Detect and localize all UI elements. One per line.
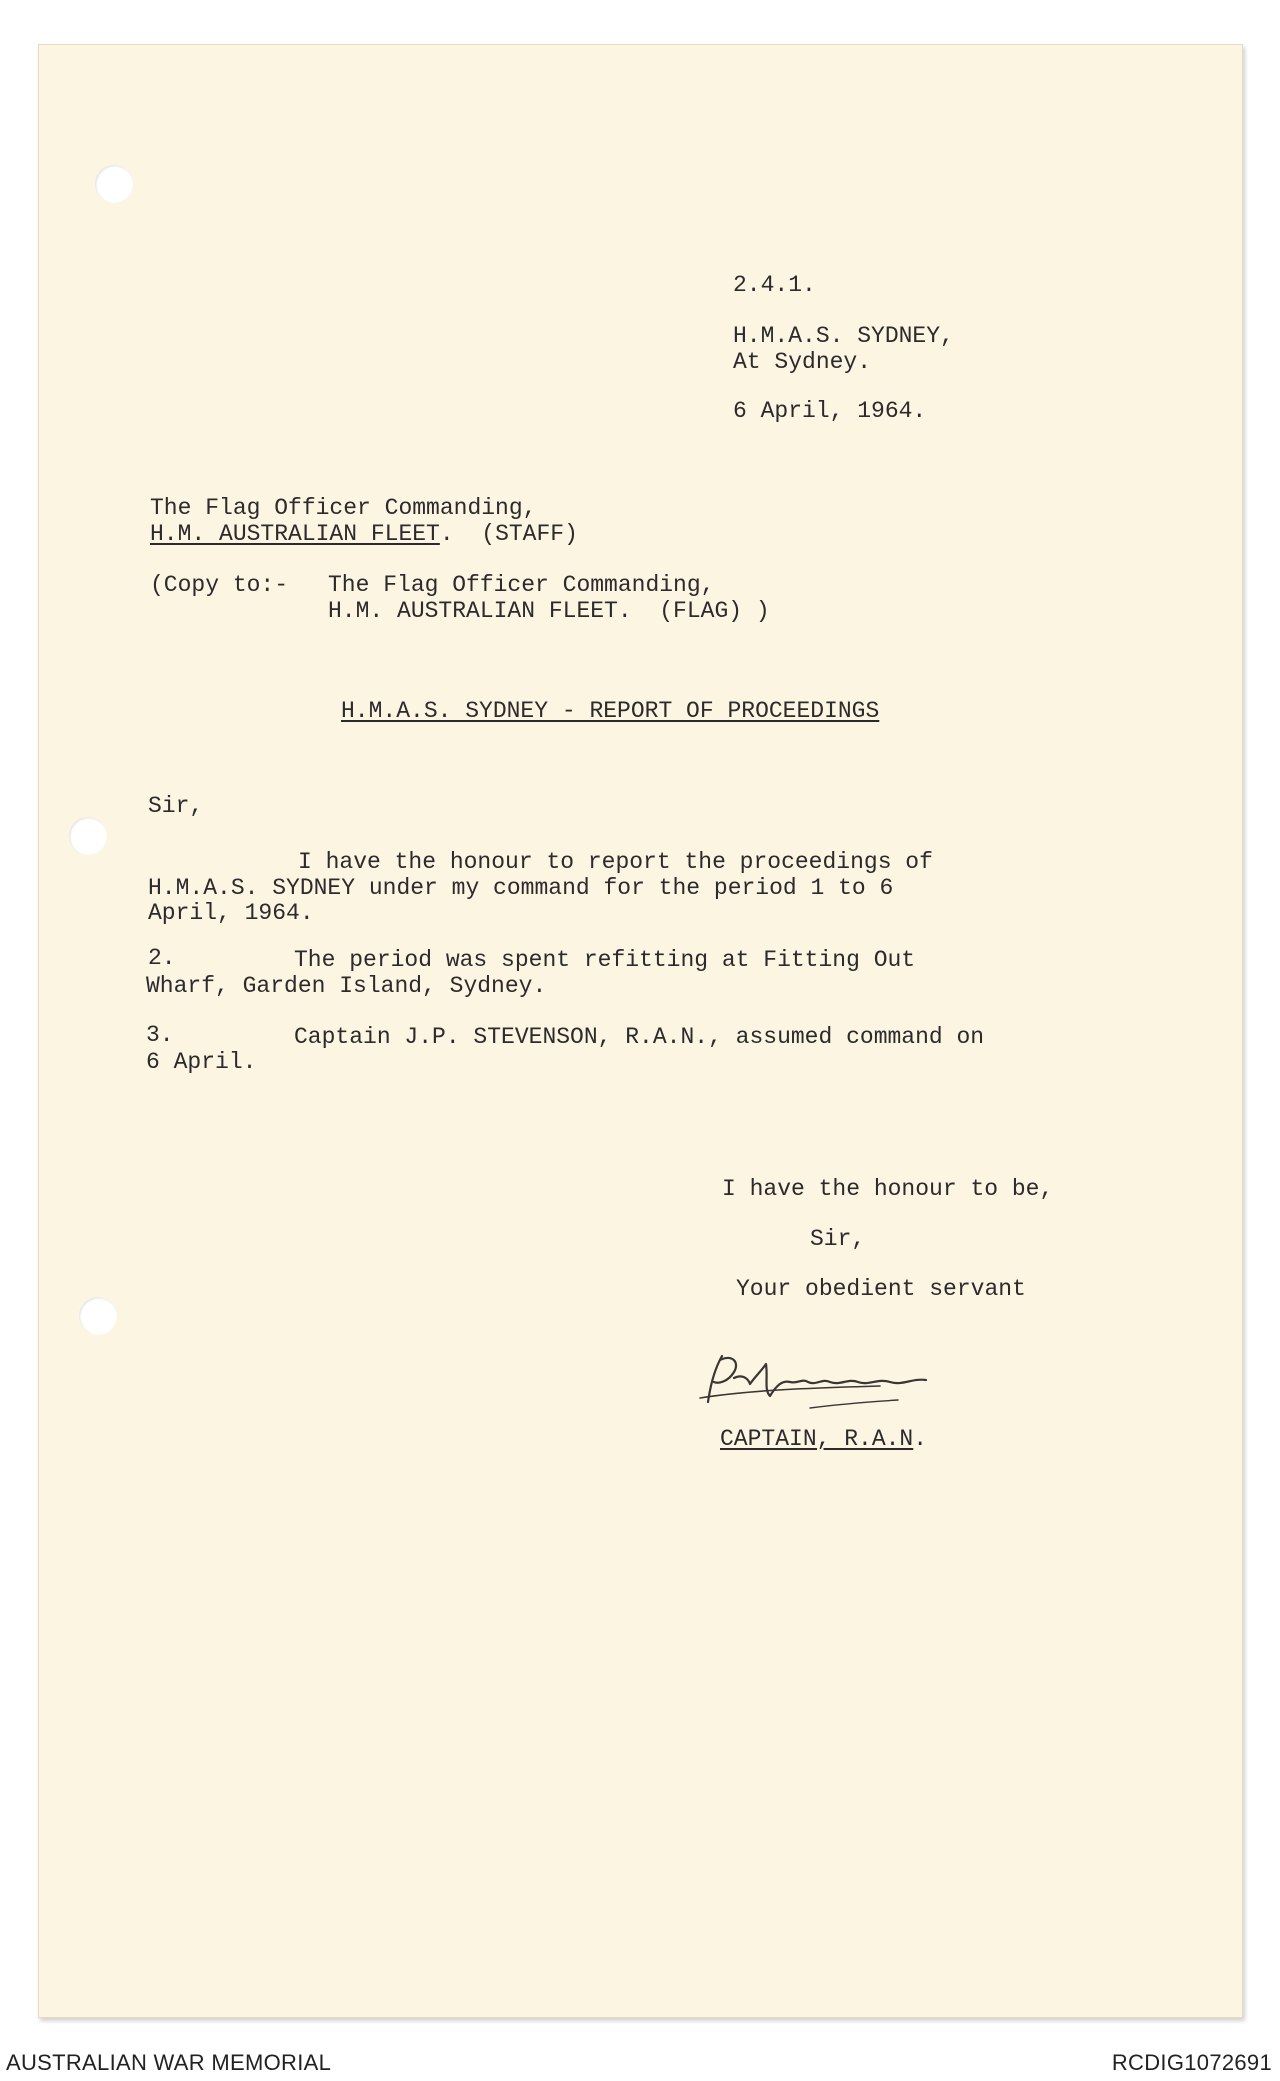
letter-date: 6 April, 1964. (733, 398, 927, 424)
punch-hole-top (95, 165, 133, 203)
copy-to-line-2: H.M. AUSTRALIAN FLEET. (FLAG) ) (328, 598, 770, 624)
addressee-staff: . (STAFF) (439, 521, 578, 547)
addressee-line-1: The Flag Officer Commanding, (150, 495, 537, 521)
copy-to-line-1: The Flag Officer Commanding, (328, 572, 715, 598)
signature-title-period: . (913, 1426, 928, 1452)
closing-line-1: I have the honour to be, (722, 1176, 1054, 1202)
closing-line-2: Sir, (810, 1226, 866, 1252)
paragraph-2-line-2: Wharf, Garden Island, Sydney. (146, 973, 547, 999)
footer-record-id: RCDIG1072691 (1111, 2050, 1272, 2075)
punch-hole-bottom (79, 1297, 117, 1335)
signature-title-underlined: CAPTAIN, R.A.N (720, 1426, 914, 1452)
closing-line-3: Your obedient servant (736, 1276, 1026, 1302)
footer-archive-name: AUSTRALIAN WAR MEMORIAL (6, 2050, 332, 2075)
punch-hole-middle (69, 817, 107, 855)
paragraph-3-line-1: Captain J.P. STEVENSON, R.A.N., assumed command on (294, 1024, 985, 1050)
salutation: Sir, (148, 793, 204, 819)
sender-ship: H.M.A.S. SYDNEY, (733, 323, 954, 349)
addressee-fleet-underlined: H.M. AUSTRALIAN FLEET (150, 521, 440, 547)
signature-title (720, 1426, 927, 1452)
subject-heading: H.M.A.S. SYDNEY - REPORT OF PROCEEDINGS (341, 698, 880, 724)
sender-location: At Sydney. (733, 349, 872, 375)
paragraph-1-line-2: H.M.A.S. SYDNEY under my command for the period 1 to 6 (148, 875, 894, 901)
paragraph-3-line-2: 6 April. (146, 1049, 257, 1075)
reference-number: 2.4.1. (733, 272, 816, 298)
copy-to-label: (Copy to:- (150, 572, 302, 598)
paragraph-1-line-1: I have the honour to report the proceedings of (298, 849, 933, 875)
paragraph-1-line-3: April, 1964. (148, 900, 314, 926)
paragraph-3-number: 3. (146, 1022, 174, 1048)
paragraph-2-number: 2. (148, 945, 176, 971)
addressee-line-2 (150, 521, 578, 547)
paragraph-2-line-1: The period was spent refitting at Fitting Out (294, 947, 916, 973)
handwritten-signature (690, 1338, 970, 1418)
